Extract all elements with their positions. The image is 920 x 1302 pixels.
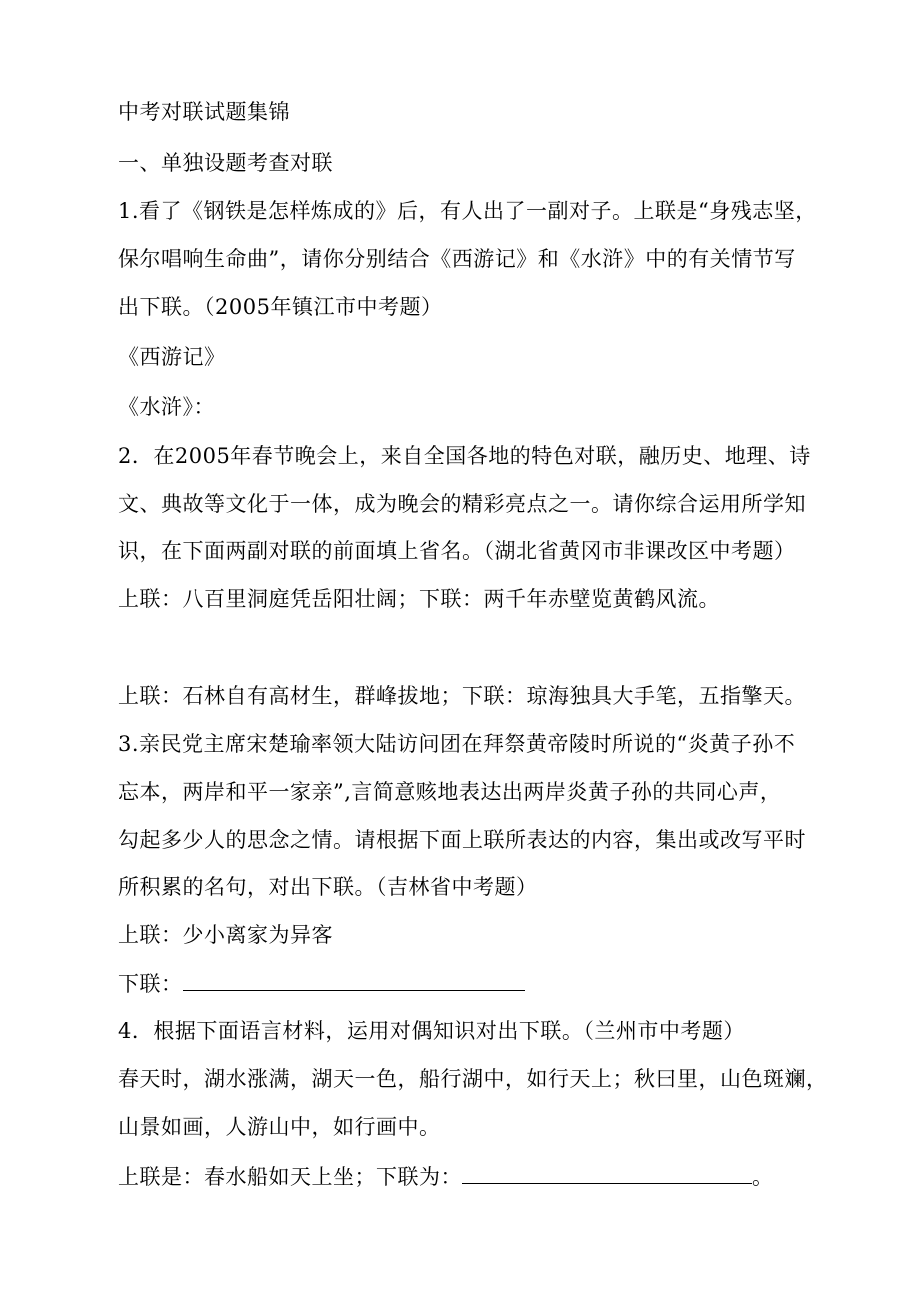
q3-lower-couplet-row bbox=[118, 970, 525, 997]
q1-answer-shuihu: 《水浒》： bbox=[118, 395, 215, 419]
q3-lower-label: 下联： bbox=[118, 972, 183, 996]
q1-text-line1: 1.看了《钢铁是怎样炼成的》后，有人出了一副对子。上联是“身残志坚， bbox=[118, 199, 817, 223]
q2-couplet2: 上联：石林自有高材生，群峰拔地；下联：琼海独具大手笔，五指擎天。 bbox=[118, 684, 806, 708]
q3-text-line2: 忘本，两岸和平一家亲”,言简意赅地表达出两岸炎黄子孙的共同心声， bbox=[118, 780, 782, 804]
q2-text-line1: 2．在2005年春节晚会上，来自全国各地的特色对联，融历史、地理、诗 bbox=[118, 444, 811, 468]
q1-text-line2: 保尔唱响生命曲”，请你分别结合《西游记》和《水浒》中的有关情节写 bbox=[118, 247, 796, 271]
q3-upper-couplet: 上联：少小离家为异客 bbox=[118, 923, 333, 947]
q4-answer-suffix: 。 bbox=[752, 1165, 774, 1189]
q3-text-line1: 3.亲民党主席宋楚瑜率领大陆访问团在拜祭黄帝陵时所说的“炎黄子孙不 bbox=[118, 732, 796, 756]
q4-answer-row bbox=[118, 1163, 774, 1190]
q4-answer-blank[interactable] bbox=[462, 1163, 752, 1184]
q3-text-line4: 所积累的名句，对出下联。（吉林省中考题） bbox=[118, 875, 538, 899]
q1-text-line3: 出下联。（2005年镇江市中考题） bbox=[118, 295, 443, 319]
q2-text-line3: 识，在下面两副对联的前面填上省名。（湖北省黄冈市非课改区中考题） bbox=[118, 539, 796, 563]
q3-answer-blank[interactable] bbox=[183, 970, 525, 991]
q4-text-line1: 4．根据下面语言材料，运用对偶知识对出下联。（兰州市中考题） bbox=[118, 1019, 745, 1043]
q2-couplet1: 上联：八百里洞庭凭岳阳壮阔；下联：两千年赤壁览黄鹤风流。 bbox=[118, 587, 720, 611]
section-heading: 一、单独设题考查对联 bbox=[118, 151, 333, 175]
q2-text-line2: 文、典故等文化于一体，成为晚会的精彩亮点之一。请你综合运用所学知 bbox=[118, 492, 806, 516]
q1-answer-xiyouji: 《西游记》 bbox=[118, 345, 226, 369]
q4-text-line3: 山景如画，人游山中，如行画中。 bbox=[118, 1115, 441, 1139]
q4-answer-prefix: 上联是：春水船如天上坐；下联为： bbox=[118, 1165, 462, 1189]
q3-text-line3: 勾起多少人的思念之情。请根据下面上联所表达的内容，集出或改写平时 bbox=[118, 828, 806, 852]
doc-title: 中考对联试题集锦 bbox=[118, 100, 290, 124]
q4-text-line2: 春天时，湖水涨满，湖天一色，船行湖中，如行天上；秋曰里，山色斑斓， bbox=[118, 1067, 828, 1091]
